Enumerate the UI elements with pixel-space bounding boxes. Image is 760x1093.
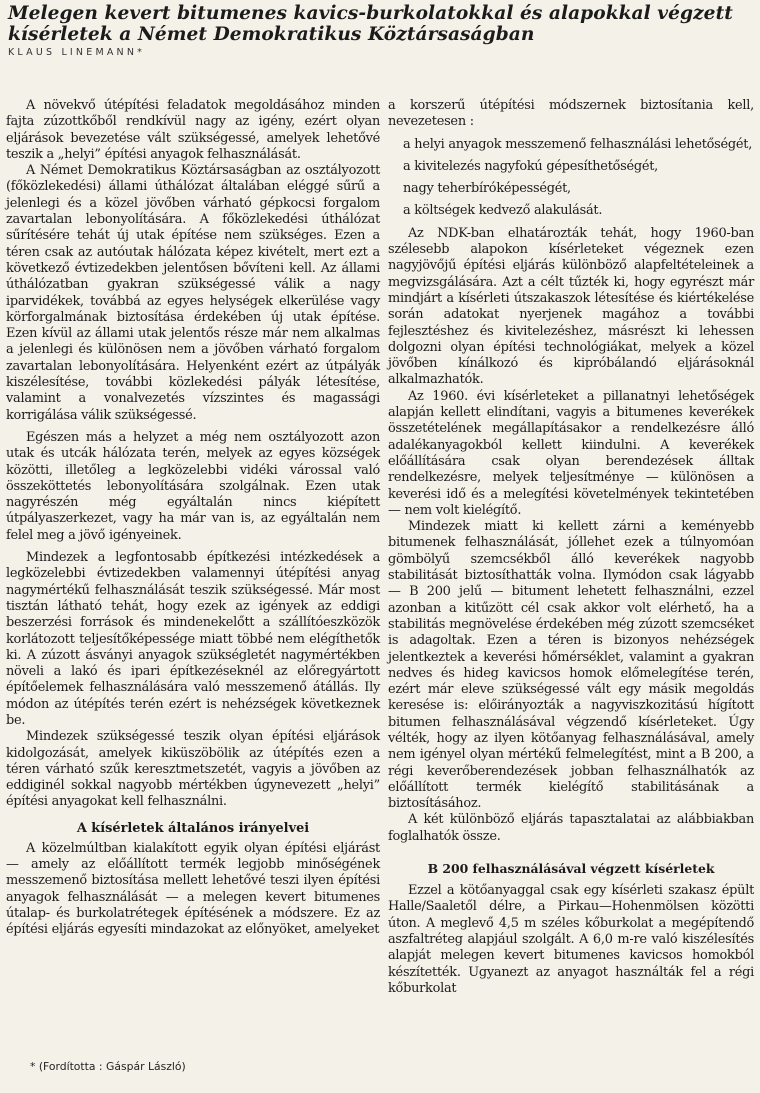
article-title: Melegen kevert bitumenes kavics-burkolatokkal és alapokkal végzett kísérletek a Német Demokratikus Köztársaságban	[8, 3, 733, 45]
list-item: nagy teherbíróképességét,	[403, 181, 571, 197]
body-paragraph: Egészen más a helyzet a még nem osztályozott azon utak és utcák hálózata terén, melyek az egyes községek közötti, illetőleg a legközelebbi vidéki várossal való összeköttetés lebonyolítására szolgálnak. Ezen utak nagyrészén még egyáltalán nincs kiépített útpályaszerkezet, vagy ha már van is, az egyáltalán nem felel meg a jövő igényeinek.	[6, 429, 380, 543]
body-paragraph: a korszerű útépítési módszernek biztosítania kell, nevezetesen :	[388, 98, 754, 130]
body-paragraph: A közelmúltban kialakított egyik olyan építési eljárást — amely az előállított termék legjobb minőségének messzemenő biztosítása mellett lehetővé teszi ilyen építési anyagok felhasználását — a melegen kevert bitumenes útalap- és burkolatrétegek építésének a módszere. Ez az építési eljárás egyesíti mindazokat az előnyöket, amelyeket	[6, 840, 380, 938]
body-paragraph: Az 1960. évi kísérleteket a pillanatnyi lehetőségek alapján kellett elindítani, vagyis a bitumenes keverékek összetételének megállapításakor a rendelkezésre álló adalékanyagokból kellett kiindulni. A keverékek előállítására csak olyan berendezések álltak rendelkezésre, melyek teljesítménye — különösen a keverési idő és a melegítési követelmények tekintetében — nem volt kielégítő.	[388, 388, 754, 518]
body-paragraph: A Német Demokratikus Köztársaságban az osztályozott (főközlekedési) állami úthálózat általában eléggé sűrű a jelenlegi és a közel jövőben várható gépkocsi forgalom zavartalan lebonyolítására. A főközlekedési úthálózat sűrítésére tehát új utak építése nem szükséges. Ezen a téren csak az autóutak hálózata képez kivételt, mert ezt a következő évtizedekben jelentősen bővíteni kell. Az állami úthálózatban gyakran szükségessé válik a nagy iparvidékek, továbbá az egyes helységek elkerülése vagy körforgalmának biztosítása érdekében új utak építése. Ezen kívül az állami utak jelentős része már nem alkalmas a jelenlegi és különösen nem a jövőben várható forgalom zavartalan lebonyolítására. Helyenként ezért az útpályák kiszélesítése, további közlekedési pályák létesítése, valamint a vonalvezetés vízszintes és magassági korrigálása válik szükségessé.	[6, 163, 380, 423]
right-column	[388, 98, 754, 997]
section-heading: A kísérletek általános irányelvei	[76, 820, 310, 836]
left-column	[6, 98, 380, 939]
requirements-list	[388, 137, 754, 220]
section-heading: B 200 felhasználásával végzett kísérletek	[427, 861, 715, 877]
body-paragraph: Mindezek miatt ki kellett zárni a keményebb bitumenek felhasználását, jóllehet ezek a túlnyomóan gömbölyű szemcsékből álló keverékek nagyobb stabilitását biztosíthatták volna. Ilymódon csak lágyabb — B 200 jelű — bitument lehetett felhasználni, ezzel azonban a kitűzött cél csak akkor volt elérhető, ha a stabilitás megnövelése érdekében még zúzott szemcséket is adagoltak. Ezen a téren is bizonyos nehézségek jelentkeztek a keverési hőmérséklet, valamint a gyakran nedves és hideg kavicsos homok előmelegítése terén, ezért már eleve szükségessé vált egy másik megoldás keresése is: előirányozták a nagyviszkozitású hígított bitumen felhasználásával végzendő kísérleteket. Úgy vélték, hogy az ilyen kötőanyag felhasználásával, amely nem igényel olyan mértékű felmelegítést, mint a B 200, a régi keverőberendezések jobban felhasználhatók az előállított termék kielégítő stabilitásának a biztosításához.	[388, 519, 754, 812]
body-paragraph: Mindezek szükségessé teszik olyan építési eljárások kidolgozását, amelyek kiküszöbölik az útépítés ezen a téren várható szűk keresztmetszetét, vagyis a jövőben az eddiginél sokkal nagyobb mértékben úgynevezett „helyi” építési anyagokat kell felhasználni.	[6, 729, 380, 810]
body-paragraph: Mindezek a legfontosabb építkezési intézkedések a legközelebbi évtizedekben valamennyi útépítési anyag nagymértékű felhasználását teszik szükségessé. Már most tisztán látható tehát, hogy ezek az igények az eddigi beszerzési források és mindenekelőtt a szállítóeszközök korlátozott teljesítőképessége miatt többé nem elégíthetők ki. A zúzott ásványi anyagok szükségletét nagymértékben növeli a lakó és ipari építkezéseknél az előregyártott építőelemek felhasználására való messzemenő átállás. Ily módon az útépítés terén ezért is nehézségek következnek be.	[6, 550, 380, 728]
list-item: a költségek kedvező alakulását.	[403, 203, 603, 219]
body-paragraph: Ezzel a kötőanyaggal csak egy kísérleti szakasz épült Halle/Saaletől délre, a Pirkau—Hohenmölsen közötti úton. A meglevő 4,5 m széles kőburkolat a megépítendő aszfaltréteg alapjául szolgált. A 6,0 m-re való kiszélesítés alapját melegen kevert bitumenes kavicsos homokból készítették. Ugyanezt az anyagot használták fel a régi kőburkolat	[388, 883, 754, 996]
body-paragraph: A két különböző eljárás tapasztalatai az alábbiakban foglalhatók össze.	[388, 812, 754, 844]
body-paragraph: A növekvő útépítési feladatok megoldásához minden fajta zúzottkőből rendkívül nagy az igény, ezért olyan eljárások bevezetése vált szükségessé, amelyek lehetővé teszik a „helyi” építési anyagok felhasználását.	[6, 98, 380, 162]
list-item: a kivitelezés nagyfokú gépesíthetőségét,	[403, 158, 659, 174]
list-item: a helyi anyagok messzemenő felhasználási lehetőségét,	[403, 136, 753, 152]
body-paragraph: Az NDK-ban elhatározták tehát, hogy 1960-ban szélesebb alapokon kísérleteket végeznek ezen nagyjövőjű építési eljárás különböző alapfeltételeinek a megvizsgálására. Azt a célt tűzték ki, hogy egyrészt már mindjárt a kísérleti útszakaszok létesítése és kiértékelése során adatokat nyerjenek magához a további fejlesztéshez és kivitelezéshez, másrészt ki lehessen dolgozni olyan építési technológiákat, melyek a közel jövőben kínálkozó és kipróbálandó eljárásoknál alkalmazhatók.	[388, 225, 754, 388]
article-author: KLAUS LINEMANN*	[8, 47, 146, 58]
translator-footnote: * (Fordította : Gáspár László)	[30, 1060, 186, 1073]
